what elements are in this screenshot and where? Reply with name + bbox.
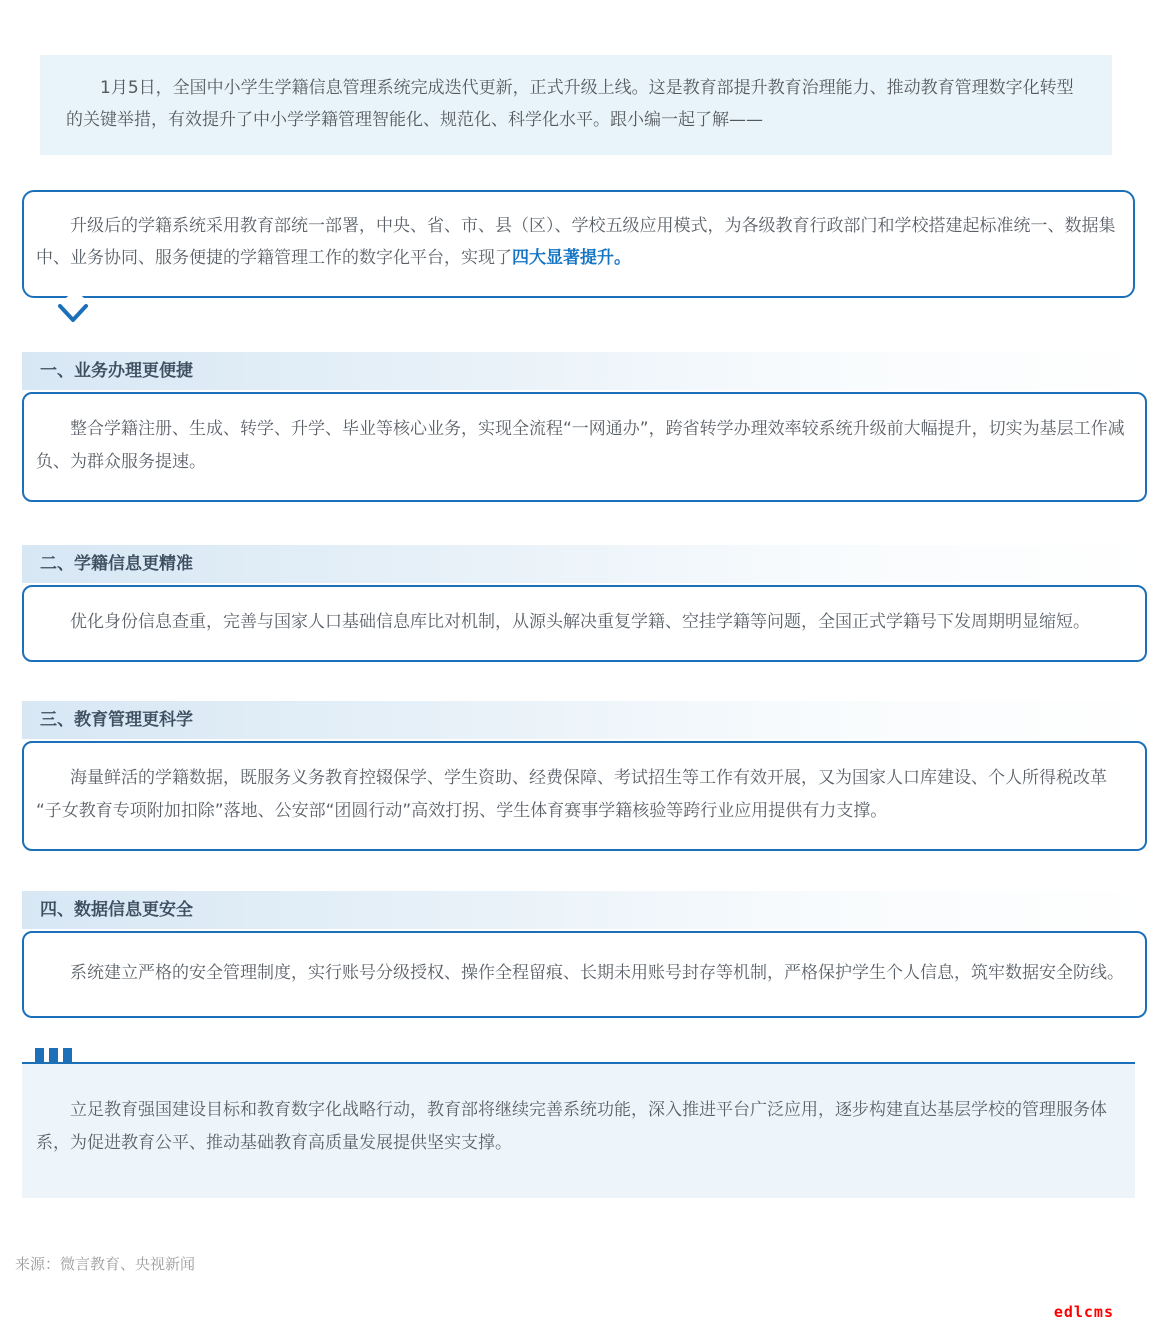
section-body-3: 海量鲜活的学籍数据，既服务义务教育控辍保学、学生资助、经费保障、考试招生等工作有效开展，又为国家人口库建设、个人所得税改革“子女教育专项附加扣除”落地、公安部“团圆行动”高效打拐、学生体育赛事学籍核验等跨行业应用提供有力支撑。	[36, 768, 1107, 821]
section-body-4: 系统建立严格的安全管理制度，实行账号分级授权、操作全程留痕、长期未用账号封存等机制，严格保护学生个人信息，筑牢数据安全防线。	[70, 963, 1124, 983]
watermark: edlcms	[1053, 1303, 1114, 1321]
quote-notch	[66, 290, 84, 298]
bar-icon	[49, 1048, 58, 1062]
quote-highlight: 四大显著提升。	[512, 248, 631, 268]
decorative-bars-icon	[35, 1048, 1135, 1062]
section-card-4	[22, 931, 1147, 1018]
section-header-1: 一、业务办理更便捷	[22, 352, 1156, 390]
section-card-2	[22, 585, 1147, 662]
section-info	[22, 545, 1156, 662]
conclusion-text: 立足教育强国建设目标和教育数字化战略行动，教育部将继续完善系统功能，深入推进平台广泛应用，逐步构建直达基层学校的管理服务体系，为促进教育公平、推动基础教育高质量发展提供坚实支撑。	[36, 1100, 1107, 1153]
quote-card	[22, 190, 1135, 298]
bar-icon	[35, 1048, 44, 1062]
intro-callout	[40, 55, 1112, 155]
quote-text: 升级后的学籍系统采用教育部统一部署，中央、省、市、县（区）、学校五级应用模式，为各级教育行政部门和学校搭建起标准统一、数据集中、业务协同、服务便捷的学籍管理工作的数字化平台，实现了	[36, 216, 1116, 268]
conclusion-card	[22, 1062, 1135, 1198]
section-security	[22, 891, 1156, 1018]
section-business	[22, 352, 1156, 502]
section-body-1: 整合学籍注册、生成、转学、升学、毕业等核心业务，实现全流程“一网通办”，跨省转学办理效率较系统升级前大幅提升，切实为基层工作减负、为群众服务提速。	[36, 419, 1125, 472]
section-header-3: 三、教育管理更科学	[22, 701, 1156, 739]
intro-text: 1月5日，全国中小学生学籍信息管理系统完成迭代更新，正式升级上线。这是教育部提升教育治理能力、推动教育管理数字化转型的关键举措，有效提升了中小学学籍管理智能化、规范化、科学化水平。跟小编一起了解——	[66, 78, 1074, 130]
section-body-2: 优化身份信息查重，完善与国家人口基础信息库比对机制，从源头解决重复学籍、空挂学籍等问题，全国正式学籍号下发周期明显缩短。	[70, 612, 1090, 632]
section-card-3	[22, 741, 1147, 851]
section-management	[22, 701, 1156, 851]
source-line: 来源：微言教育、央视新闻	[15, 1255, 196, 1273]
bar-icon	[63, 1048, 72, 1062]
quote-paragraph	[36, 210, 1117, 274]
chevron-down-icon	[57, 303, 89, 326]
section-header-2: 二、学籍信息更精准	[22, 545, 1156, 583]
conclusion-block	[22, 1048, 1135, 1198]
section-card-1	[22, 392, 1147, 502]
section-header-4: 四、数据信息更安全	[22, 891, 1156, 929]
